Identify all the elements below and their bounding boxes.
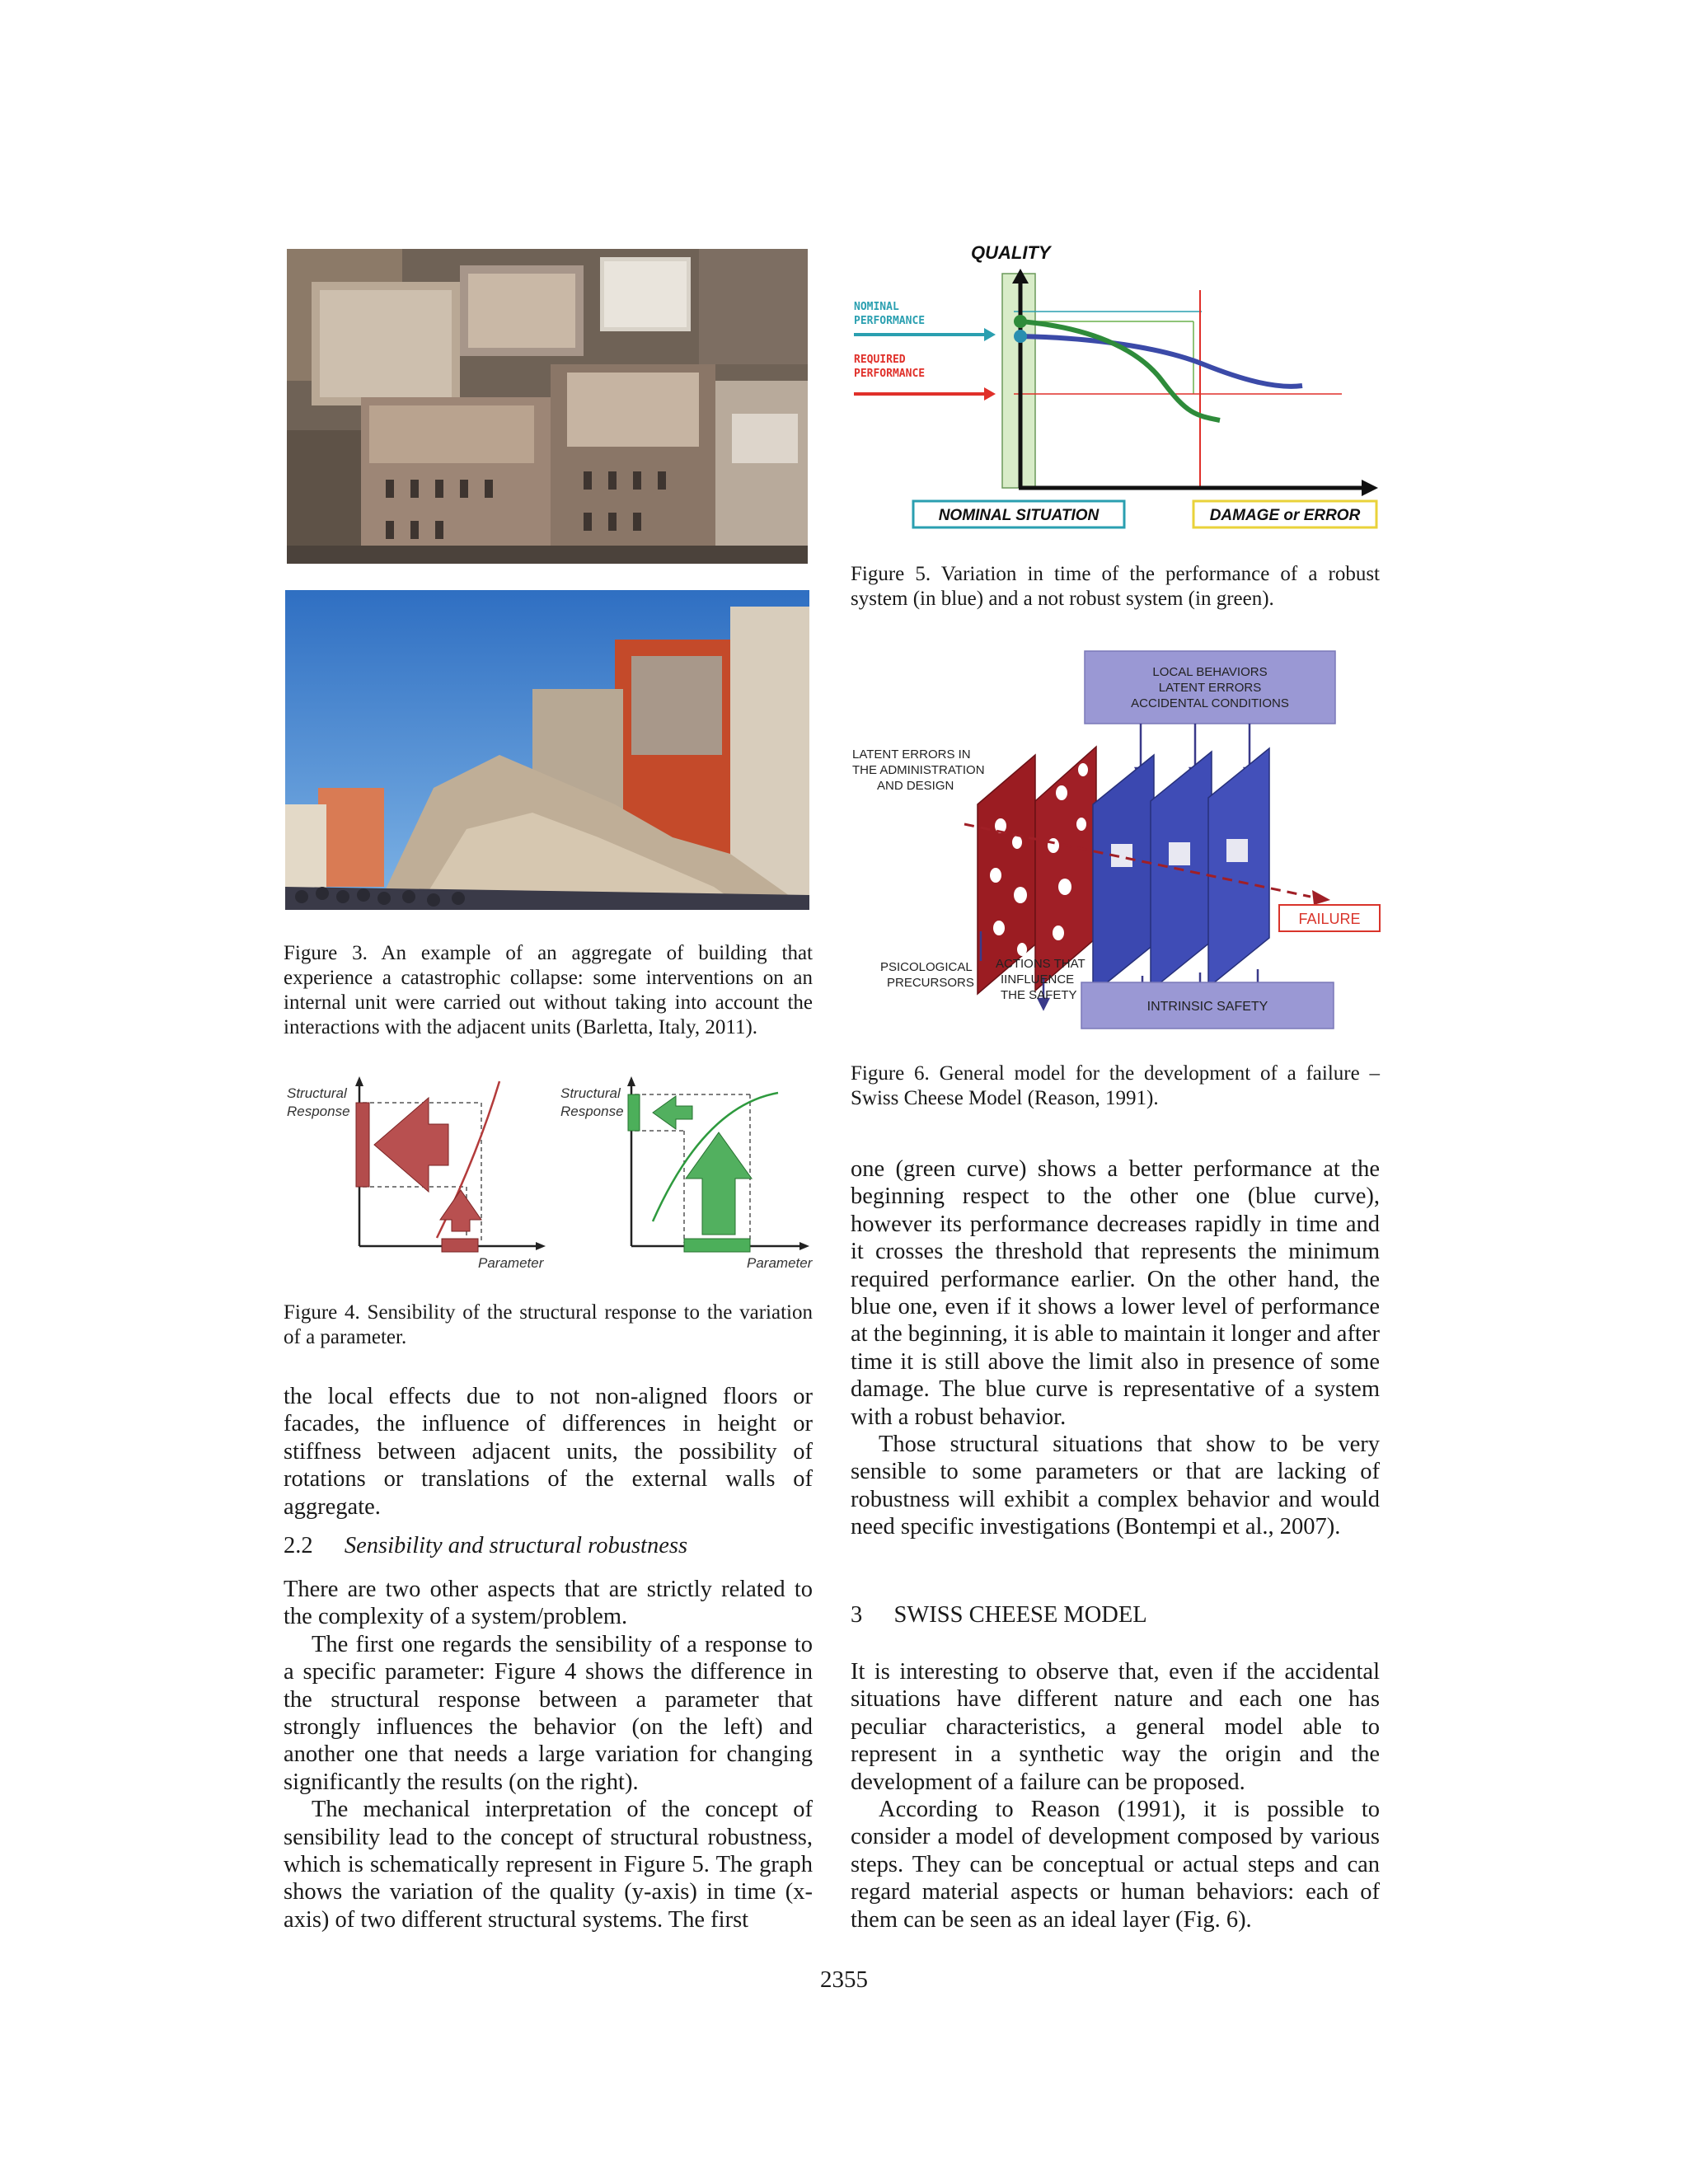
figure5-nominal-label-2: PERFORMANCE	[854, 315, 926, 327]
right-paragraph-4: According to Reason (1991), it is possible to consider a model of development composed by various steps. They can be conceptual or actual steps and can regard material aspects or human behaviors: each of them can be seen as an ideal layer (Fig. 6).	[851, 1797, 1380, 1933]
figure6-intrinsic-label: INTRINSIC SAFETY	[1146, 1000, 1268, 1014]
figure5-required-label-1: REQUIRED	[854, 354, 906, 366]
figure4-caption: Figure 4. Sensibility of the structural response to the variation of a parameter.	[284, 1301, 813, 1348]
figure4-left-ylabel-2: Response	[287, 1104, 350, 1119]
left-paragraph-1: the local effects due to not non-aligned floors or facades, the influence of differences in height or stiffness between adjacent units, the possibility of rotations or translations of the external walls of aggregate.	[284, 1384, 813, 1520]
aerial-city-image	[287, 249, 808, 564]
figure6-diagram	[849, 648, 1385, 1035]
figure4-right-xlabel: Parameter	[747, 1255, 813, 1271]
section-3-heading	[851, 1602, 1380, 1629]
figure3-photo-collapse	[285, 590, 809, 910]
section-2-2-number: 2.2	[284, 1533, 313, 1558]
figure6-blue-slice-3	[1208, 748, 1269, 987]
right-paragraph-2: Those structural situations that show to be very sensible to some parameters or that are lacking of robustness will exhibit a complex behavior and would need specific investigations (Bontempi et al., 2007).	[851, 1432, 1380, 1540]
figure3-photo-aerial	[287, 249, 808, 564]
figure6-caption: Figure 6. General model for the development of a failure – Swiss Cheese Model (Reason, 1991).	[851, 1062, 1380, 1109]
figure6-failure-label: FAILURE	[1298, 911, 1361, 927]
right-paragraph-3: It is interesting to observe that, even if the accidental situations have different nature and each one has peculiar characteristics, a general model able to represent in a synthetic way the origin and the development of a failure can be proposed.	[851, 1659, 1380, 1795]
figure4-right-panel	[560, 1076, 813, 1271]
figure6-actions-line-1: ACTIONS THAT	[996, 957, 1085, 971]
figure6-blue-slice-2	[1151, 752, 1212, 991]
figure4-left-panel	[287, 1076, 546, 1271]
section-2-2-heading	[284, 1533, 813, 1559]
figure6-latent-line-2: THE ADMINISTRATION	[852, 763, 985, 777]
figure6-red-slice-2	[1035, 747, 1096, 991]
left-column-text-top	[284, 1383, 813, 1521]
figure5-chart	[849, 241, 1385, 536]
right-paragraph-1: one (green curve) shows a better performance at the beginning respect to the other one (blue curve), however its performance decreases rapidly in time and it crosses the threshold that represents the minimum required performance earlier. On the other hand, the blue one, even if it shows a lower level of performance at the beginning, it is able to maintain it longer and after time it is still above the limit also in presence of some damage. The blue curve is representative of a system with a robust behavior.	[851, 1156, 1380, 1430]
right-column-text-top	[851, 1155, 1380, 1541]
figure6-actions-line-2: IINFLUENCE	[1001, 972, 1075, 987]
right-column-text-bottom	[851, 1658, 1380, 1933]
figure6-actions-line-3: THE SAFETY	[1001, 988, 1077, 1002]
section-3-number: 3	[851, 1602, 863, 1628]
left-column-text-bottom	[284, 1576, 813, 1933]
left-paragraph-3: The first one regards the sensibility of a response to a specific parameter: Figure 4 shows the difference in the structural response between a parameter that strongly influences the behavior (on the left) and another one that needs a large variation for changing significantly the results (on the right).	[284, 1631, 813, 1795]
figure4-right-ylabel-2: Response	[560, 1104, 624, 1119]
section-2-2-title: Sensibility and structural robustness	[344, 1533, 688, 1558]
figure5-damage-label: DAMAGE or ERROR	[1209, 507, 1361, 524]
figure6-psico-line-2: PRECURSORS	[887, 976, 974, 990]
figure5-nominal-label-1: NOMINAL	[854, 301, 899, 313]
figure6-top-box-line-1: LOCAL BEHAVIORS	[1152, 665, 1268, 679]
figure5-title: QUALITY	[971, 242, 1051, 263]
figure6-psico-line-1: PSICOLOGICAL	[880, 960, 973, 974]
figure6-top-box-line-3: ACCIDENTAL CONDITIONS	[1131, 696, 1289, 710]
figure5-caption: Figure 5. Variation in time of the performance of a robust system (in blue) and a not robust system (in green).	[851, 563, 1380, 610]
figure4-left-xlabel: Parameter	[478, 1255, 544, 1271]
figure4-right-ylabel-1: Structural	[560, 1085, 621, 1101]
page-number: 2355	[820, 1966, 868, 1993]
figure3-caption: Figure 3. An example of an aggregate of building that experience a catastrophic collapse: some interventions on an internal unit were carried out without taking into account the interactions with the adjacent units (Barletta, Italy, 2011).	[284, 942, 813, 1038]
figure6-latent-line-1: LATENT ERRORS IN	[852, 748, 971, 762]
figure5-required-label-2: PERFORMANCE	[854, 368, 926, 380]
figure6-top-box-line-2: LATENT ERRORS	[1158, 681, 1262, 695]
figure5-nominal-situation-label: NOMINAL SITUATION	[938, 507, 1100, 524]
collapse-image	[285, 590, 809, 910]
figure6-blue-slice-1	[1093, 755, 1154, 994]
left-paragraph-2: There are two other aspects that are strictly related to the complexity of a system/problem.	[284, 1577, 813, 1630]
figure4-left-ylabel-1: Structural	[287, 1085, 347, 1101]
figure4-diagram	[284, 1073, 813, 1279]
section-3-title: SWISS CHEESE MODEL	[893, 1602, 1147, 1628]
left-paragraph-4: The mechanical interpretation of the concept of sensibility lead to the concept of structural robustness, which is schematically represent in Figure 5. The graph shows the variation of the quality (y-axis) in time (x-axis) of two different structural systems. The first	[284, 1797, 813, 1933]
figure6-latent-line-3: AND DESIGN	[877, 779, 954, 793]
